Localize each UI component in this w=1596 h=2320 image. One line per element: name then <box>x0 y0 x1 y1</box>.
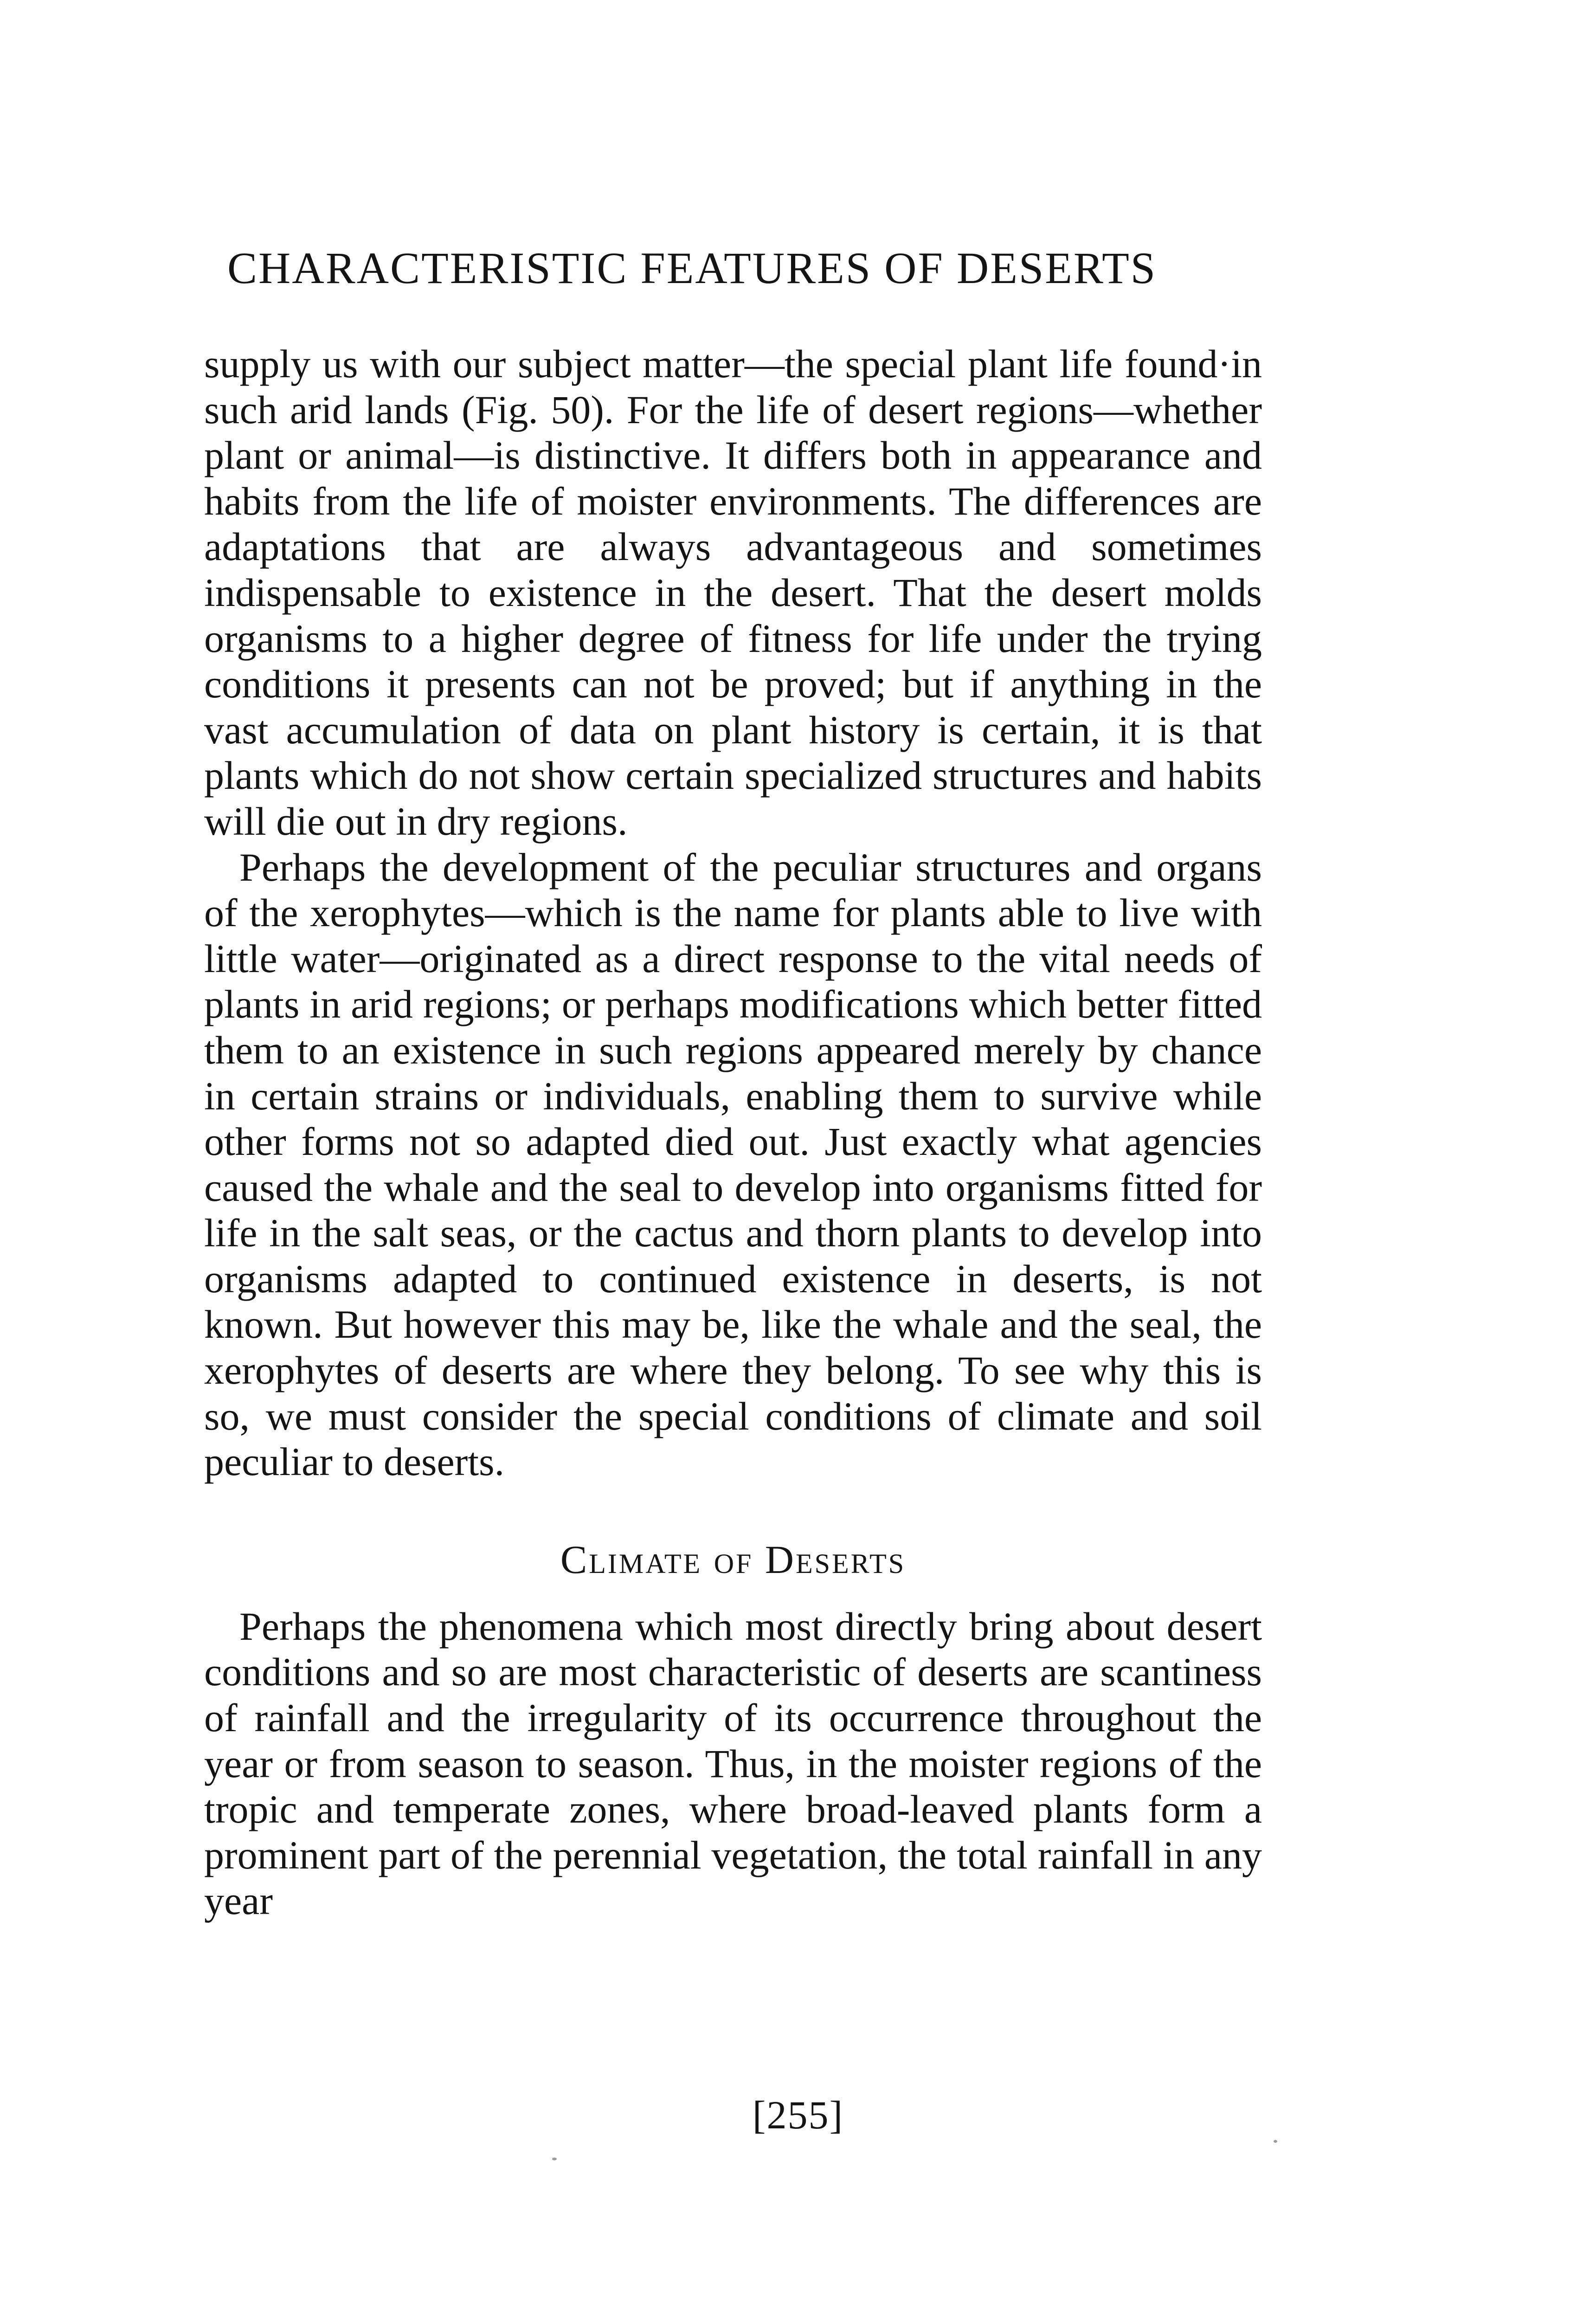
paper-speck <box>552 2158 557 2160</box>
section-heading: Climate of Deserts <box>560 1537 906 1582</box>
paragraph-continued: supply us with our subject matter—the special plant life found·in such arid lands (Fig. 50). For the life of desert regions—whether plant or animal—is distinctive. It differs both in appearance and habits from the life of moister environments. The differences are adaptations that are always advantageous and sometimes indispensable to existence in the desert. That the desert molds organisms to a higher degree of fitness for life under the trying conditions it presents can not be proved; but if anything in the vast accumulation of data on plant history is certain, it is that plants which do not show certain specialized structures and habits will die out in dry regions. <box>204 342 1262 844</box>
page-number: [255] <box>752 2093 844 2137</box>
body-text <box>204 341 1262 1924</box>
paragraph-xerophytes: Perhaps the development of the peculiar structures and organs of the xerophytes—which is the name for plants able to live with little water—originated as a direct response to the vital needs of plants in arid regions; or perhaps modifications which better fitted them to an existence in such regions appeared merely by chance in certain strains or individuals, enabling them to survive while other forms not so adapted died out. Just exactly what agencies caused the whale and the seal to develop into organisms fitted for life in the salt seas, or the cactus and thorn plants to develop into organisms adapted to continued existence in deserts, is not known. But however this may be, like the whale and the seal, the xerophytes of deserts are where they belong. To see why this is so, we must consider the special conditions of climate and soil peculiar to deserts. <box>204 844 1262 1484</box>
paper-speck <box>1274 2140 1277 2143</box>
paragraph-climate: Perhaps the phenomena which most directly bring about desert conditions and so are most characteristic of deserts are scantiness of rainfall and the irregularity of its occurrence throughout the year or from season to season. Thus, in the moister regions of the tropic and temperate zones, where broad-leaved plants form a prominent part of the perennial vegetation, the total rainfall in any year <box>204 1604 1262 1923</box>
running-head: CHARACTERISTIC FEATURES OF DESERTS <box>227 243 1157 293</box>
